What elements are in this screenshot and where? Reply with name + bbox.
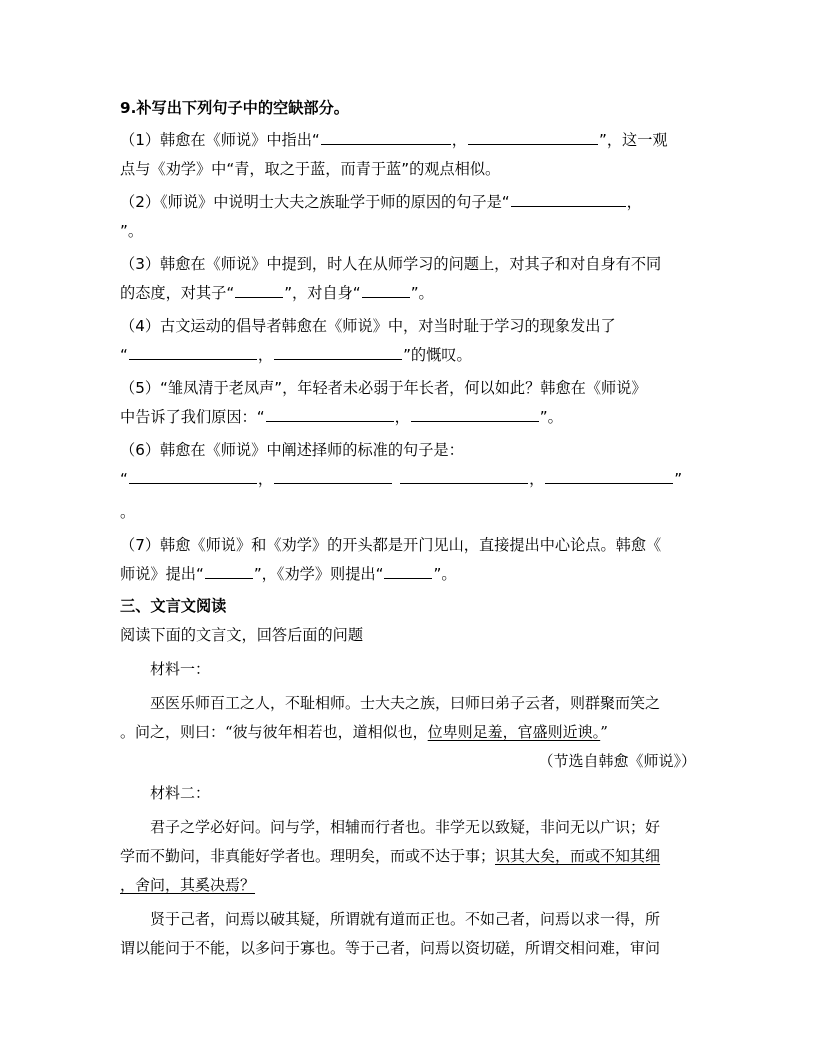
q9-item-5-tail: ”。 <box>539 408 563 426</box>
q9-item-1-text: （1）韩愈在《师说》中指出“ <box>120 131 320 149</box>
q9-item-4-text: （4）古文运动的倡导者韩愈在《师说》中，对当时耻于学习的现象发出了 <box>120 317 616 335</box>
answer-blank[interactable] <box>266 406 394 422</box>
q9-item-6-sep2: ， <box>529 470 545 488</box>
answer-blank[interactable] <box>511 191 626 207</box>
q9-item-6-end <box>120 500 696 524</box>
q9-item-4-open: “ <box>120 346 128 364</box>
material-2-line-2 <box>120 844 696 868</box>
q9-item-3-cont <box>120 281 696 305</box>
q9-item-1-sep: ， <box>451 131 467 149</box>
answer-blank[interactable] <box>468 129 598 145</box>
material-2-line-5-text: 谓以能问于不能，以多问于寡也。等于己者，问焉以资切磋，所谓交相问难，审问 <box>120 939 661 957</box>
answer-blank[interactable] <box>384 563 432 579</box>
q9-item-4-cont <box>120 343 696 367</box>
q9-item-4-sep: ， <box>257 346 274 364</box>
q9-item-6-text: （6）韩愈在《师说》中阐述择师的标准的句子是： <box>120 441 464 459</box>
q9-item-3-cont-text: 的态度，对其子“ <box>120 284 235 302</box>
section-heading <box>120 594 696 618</box>
q9-item-6-sep: ， <box>257 470 274 488</box>
q9-title-text: 9.补写出下列句子中的空缺部分。 <box>120 99 349 117</box>
section-heading-text: 三、文言文阅读 <box>120 597 227 615</box>
material-1-underlined: 位卑则足羞，官盛则近谀。 <box>427 723 601 741</box>
answer-blank[interactable] <box>545 468 673 484</box>
q9-item-6-period: 。 <box>120 503 136 521</box>
material-2-line-1-text: 君子之学必好问。问与学，相辅而行者也。非学无以致疑，非问无以广识；好 <box>150 818 661 836</box>
material-2-label <box>150 781 696 805</box>
material-1-line-2-text: 。问之，则曰：“彼与彼年相若也，道相似也， <box>120 723 428 741</box>
answer-blank[interactable] <box>321 129 451 145</box>
answer-blank[interactable] <box>362 282 410 298</box>
answer-blank[interactable] <box>129 344 257 360</box>
q9-item-7-mid: ”，《劝学》则提出“ <box>253 565 384 583</box>
q9-item-5-cont <box>120 405 696 429</box>
q9-item-6-close: ” <box>674 470 683 488</box>
q9-item-5-cont-text: 中告诉了我们原因：“ <box>120 408 265 426</box>
q9-item-1-cont-text: 点与《劝学》中“青，取之于蓝，而青于蓝”的观点相似。 <box>120 160 501 178</box>
q9-item-1-cont <box>120 157 696 181</box>
answer-blank[interactable] <box>205 563 253 579</box>
q9-item-5-text: （5）“雏凤清于老凤声”，年轻者未必弱于年长者，何以如此？韩愈在《师说》 <box>120 379 647 397</box>
q9-item-1 <box>120 128 696 152</box>
q9-item-7 <box>120 533 696 557</box>
q9-item-6 <box>120 438 696 462</box>
q9-item-3-tail: ”。 <box>410 284 434 302</box>
q9-item-7-text: （7）韩愈《师说》和《劝学》的开头都是开门见山，直接提出中心论点。韩愈《 <box>120 536 662 554</box>
q9-item-3 <box>120 252 696 276</box>
q9-item-2-tail: ”。 <box>120 222 144 240</box>
answer-blank[interactable] <box>411 406 539 422</box>
q9-item-6-open: “ <box>120 470 128 488</box>
material-2-line-5 <box>120 936 696 960</box>
material-1-line-1 <box>150 691 696 715</box>
material-2-underlined-cont: ，舍问，其奚决焉？ <box>120 876 256 894</box>
material-2-line-4 <box>150 907 696 931</box>
material-1-close-quote: ” <box>600 723 608 741</box>
material-2-line-2-text: 学而不勤问，非真能好学者也。理明矣，而或不达于事； <box>120 847 496 865</box>
answer-blank[interactable] <box>129 468 257 484</box>
answer-blank[interactable] <box>235 282 283 298</box>
q9-item-5 <box>120 376 696 400</box>
material-1-source-text: （节选自韩愈《师说》） <box>538 752 696 770</box>
section-instruction-text: 阅读下面的文言文，回答后面的问题 <box>120 626 363 644</box>
q9-item-2-text: （2）《师说》中说明士大夫之族耻学于师的原因的句子是“ <box>120 193 510 211</box>
material-2-line-3 <box>120 873 696 897</box>
q9-item-6-cont <box>120 467 696 491</box>
material-1-line-2 <box>120 720 696 744</box>
material-1-line-1-text: 巫医乐师百工之人，不耻相师。士大夫之族，曰师曰弟子云者，则群聚而笑之 <box>150 694 661 712</box>
q9-item-2-sep: ， <box>626 193 642 211</box>
q9-item-1-tail: ”，这一观 <box>598 131 668 149</box>
q9-item-7-cont-text: 师说》提出“ <box>120 565 204 583</box>
q9-item-4-tail: ”的慨叹。 <box>403 346 472 364</box>
section-instruction <box>120 623 696 647</box>
q9-item-5-sep: ， <box>394 408 410 426</box>
material-2-line-4-text: 贤于己者，问焉以破其疑，所谓就有道而正也。不如己者，问焉以求一得，所 <box>150 910 661 928</box>
q9-item-2 <box>120 190 696 214</box>
answer-blank[interactable] <box>274 344 402 360</box>
answer-blank[interactable] <box>274 468 392 484</box>
q9-item-2-cont <box>120 219 696 243</box>
material-2-line-1 <box>150 815 696 839</box>
q9-item-7-tail: ”。 <box>433 565 457 583</box>
material-2-underlined: 识其大矣，而或不知其细 <box>495 847 661 865</box>
material-1-label <box>150 657 696 681</box>
answer-blank[interactable] <box>400 468 528 484</box>
q9-item-3-mid: ”，对自身“ <box>284 284 361 302</box>
material-1-source <box>120 749 696 773</box>
material-1-label-text: 材料一： <box>150 660 211 678</box>
q9-item-4 <box>120 314 696 338</box>
q9-title <box>120 96 696 120</box>
q9-item-7-cont <box>120 562 696 586</box>
q9-item-3-text: （3）韩愈在《师说》中提到，时人在从师学习的问题上，对其子和对自身有不同 <box>120 255 662 273</box>
material-2-label-text: 材料二： <box>150 784 211 802</box>
